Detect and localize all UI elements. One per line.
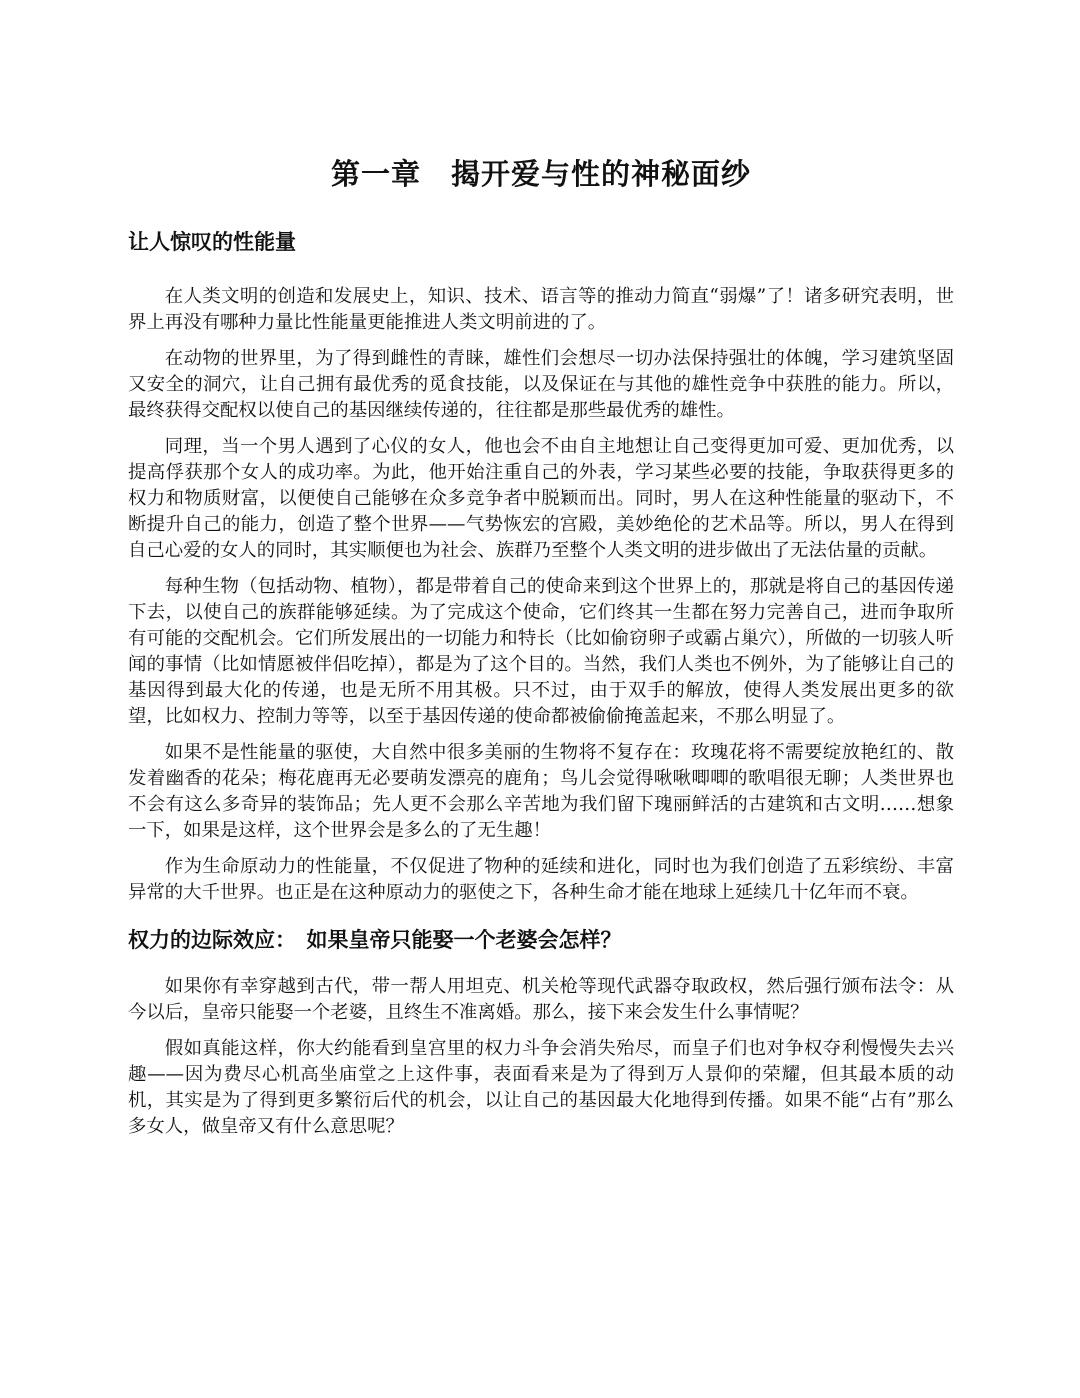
book-page <box>128 0 954 1150</box>
chapter-title: 第一章 揭开爱与性的神秘面纱 <box>330 157 751 191</box>
paragraph: 作为生命原动力的性能量，不仅促进了物种的延续和进化，同时也为我们创造了五彩缤纷、丰富异常的大千世界。也正是在这种原动力的驱使之下，各种生命才能在地球上延续几十亿年而不衰。 <box>128 856 954 903</box>
paragraph: 如果你有幸穿越到古代，带一帮人用坦克、机关枪等现代武器夺取政权，然后强行颁布法令：从今以后，皇帝只能娶一个老婆，且终生不准离婚。那么，接下来会发生什么事情呢？ <box>128 976 954 1023</box>
paragraph: 假如真能这样，你大约能看到皇宫里的权力斗争会消失殆尽，而皇子们也对争权夺利慢慢失去兴趣——因为费尽心机高坐庙堂之上这件事，表面看来是为了得到万人景仰的荣耀，但其最本质的动机，其实是为了得到更多繁衍后代的机会，以让自己的基因最大化地得到传播。如果不能“占有”那么多女人，做皇帝又有什么意思呢？ <box>128 1038 954 1137</box>
paragraph: 如果不是性能量的驱使，大自然中很多美丽的生物将不复存在：玫瑰花将不需要绽放艳红的、散发着幽香的花朵；梅花鹿再无必要萌发漂亮的鹿角；鸟儿会觉得啾啾唧唧的歌唱很无聊；人类世界也不会有这么多奇异的装饰品；先人更不会那么辛苦地为我们留下瑰丽鲜活的古建筑和古文明……想象一下，如果是这样，这个世界会是多么的了无生趣！ <box>128 742 954 841</box>
section-title: 权力的边际效应： 如果皇帝只能娶一个老婆会怎样？ <box>128 928 622 952</box>
paragraph: 同理，当一个男人遇到了心仪的女人，他也会不由自主地想让自己变得更加可爱、更加优秀，以提高俘获那个女人的成功率。为此，他开始注重自己的外表，学习某些必要的技能，争取获得更多的权力和物质财富，以便使自己能够在众多竞争者中脱颖而出。同时，男人在这种性能量的驱动下，不断提升自己的能力，创造了整个世界——气势恢宏的宫殿，美妙绝伦的艺术品等。所以，男人在得到自己心爱的女人的同时，其实顺便也为社会、族群乃至整个人类文明的进步做出了无法估量的贡献。 <box>128 436 954 561</box>
paragraph: 每种生物（包括动物、植物），都是带着自己的使命来到这个世界上的，那就是将自己的基因传递下去，以使自己的族群能够延续。为了完成这个使命，它们终其一生都在努力完善自己，进而争取所有可能的交配机会。它们所发展出的一切能力和特长（比如偷窃卵子或霸占巢穴），所做的一切骇人听闻的事情（比如情愿被伴侣吃掉），都是为了这个目的。当然，我们人类也不例外，为了能够让自己的基因得到最大化的传递，也是无所不用其极。只不过，由于双手的解放，使得人类发展出更多的欲望，比如权力、控制力等等，以至于基因传递的使命都被偷偷掩盖起来，不那么明显了。 <box>128 576 954 727</box>
paragraph: 在人类文明的创造和发展史上，知识、技术、语言等的推动力简直“弱爆”了！诸多研究表明，世界上再没有哪种力量比性能量更能推进人类文明前进的了。 <box>128 286 954 333</box>
section-title: 让人惊叹的性能量 <box>128 230 296 254</box>
paragraph: 在动物的世界里，为了得到雌性的青睐，雄性们会想尽一切办法保持强壮的体魄，学习建筑坚固又安全的洞穴，让自己拥有最优秀的觅食技能，以及保证在与其他的雄性竞争中获胜的能力。所以，最终获得交配权以使自己的基因继续传递的，往往都是那些最优秀的雄性。 <box>128 348 954 421</box>
